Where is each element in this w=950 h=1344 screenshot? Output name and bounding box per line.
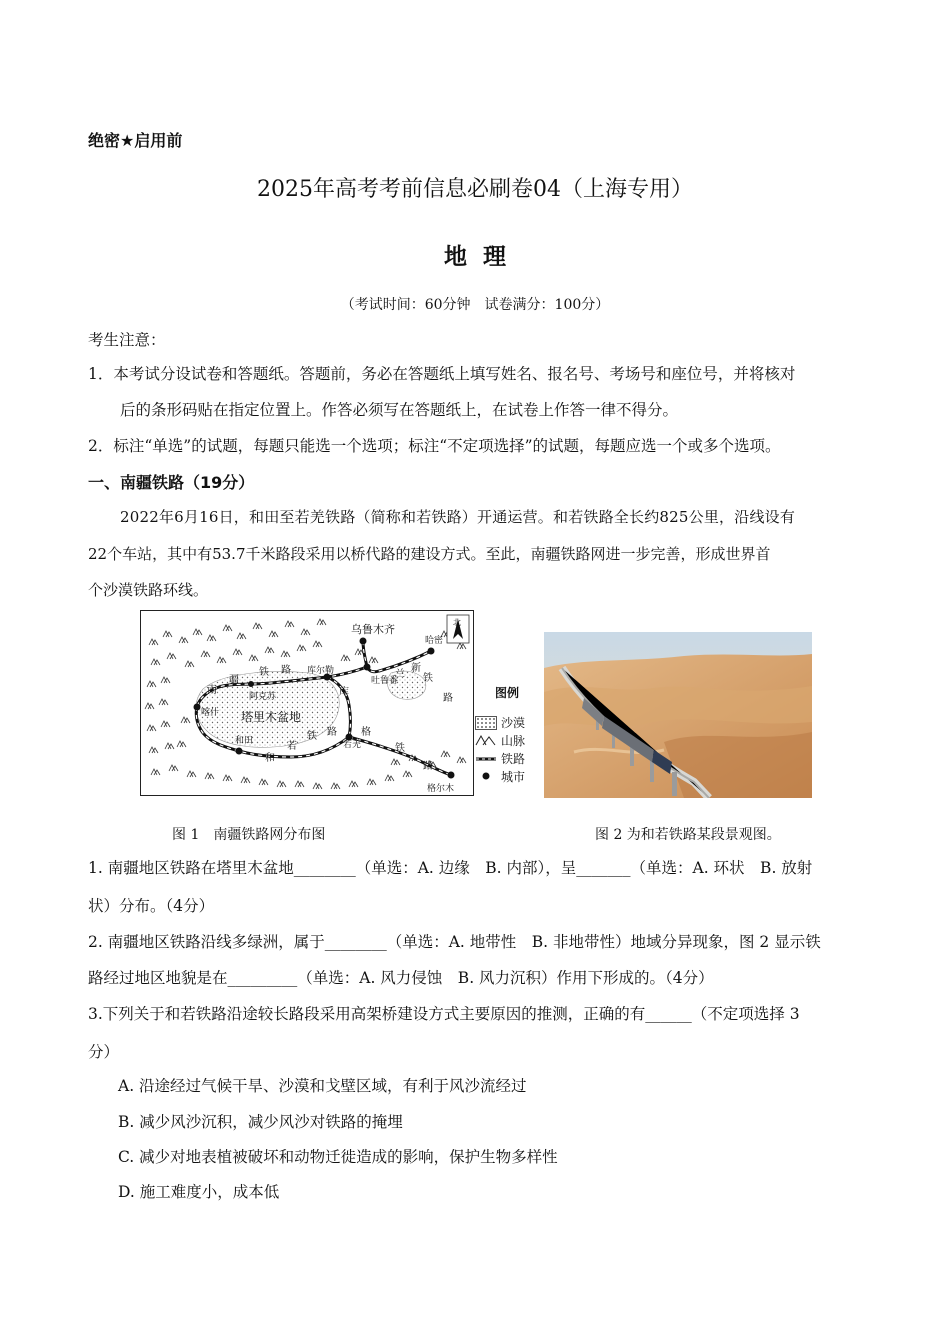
note-2: 2．标注“单选”的试题，每题只能选一个选项；标注“不定项选择”的试题，每题应选一个或多个选项。 xyxy=(88,437,781,455)
rail-char: 若 xyxy=(287,741,297,752)
note-1-line-2: 后的条形码贴在指定位置上。作答必须写在答题纸上，在试卷上作答一律不得分。 xyxy=(120,401,679,419)
legend-city: 城市 xyxy=(501,770,526,784)
legend-railway: 铁路 xyxy=(501,752,526,766)
option-d: D. 施工难度小，成本低 xyxy=(118,1183,280,1201)
rail-char: 铁 xyxy=(395,743,405,754)
rail-char: 路 xyxy=(281,665,291,676)
option-c: C. 减少对地表植被破坏和动物迁徙造成的影响，保护生物多样性 xyxy=(118,1148,558,1166)
desert-swatch xyxy=(475,716,497,730)
city-label: 阿克苏 xyxy=(249,692,277,702)
city-label: 乌鲁木齐 xyxy=(351,623,395,636)
city-label: 和田 xyxy=(235,736,254,746)
question-2-line-2: 路经过地区地貌是在_________（单选：A. 风力侵蚀 B. 风力沉积）作用下形成的。（4分） xyxy=(88,969,714,987)
question-3-line-2: 分） xyxy=(88,1043,120,1061)
note-1-line-1: 1．本考试分设试卷和答题纸。答题前，务必在答题纸上填写姓名、报名号、考场号和座位号，并将核对 xyxy=(88,365,796,383)
rail-char: 疆 xyxy=(229,675,239,686)
question-2-line-1: 2. 南疆地区铁路沿线多绿洲，属于________（单选：A. 地带性 B. 非地带性）地域分异现象，图 2 显示铁 xyxy=(88,933,821,951)
rail-char: 新 xyxy=(411,663,421,674)
question-1-line-1: 1. 南疆地区铁路在塔里木盆地________（单选：A. 边缘 B. 内部），呈_______（单选：A. 环状 B. 放射 xyxy=(88,859,813,877)
rail-char: 南 xyxy=(207,685,217,696)
rail-char: 铁 xyxy=(307,731,317,742)
basin-label: 塔里木盆地 xyxy=(241,710,302,724)
section-heading: 一、南疆铁路（19分） xyxy=(88,473,255,492)
option-a: A. 沿途经过气候干旱、沙漠和戈壁区域，有利于风沙流经过 xyxy=(118,1077,527,1095)
railway-legend-icon xyxy=(475,754,497,764)
north-label: 北 xyxy=(453,618,461,627)
city-label: 格尔木 xyxy=(427,784,455,794)
railway-map-figure xyxy=(140,610,474,796)
rail-char: 路 xyxy=(423,761,433,772)
legend-mountain: 山脉 xyxy=(501,734,526,748)
exam-time-info: （考试时间：60分钟 试卷满分：100分） xyxy=(340,297,610,313)
confidential-label: 绝密★启用前 xyxy=(88,131,183,150)
figure-1-caption: 图 1 南疆铁路网分布图 xyxy=(172,827,326,843)
desert-railway-photo xyxy=(544,632,812,798)
city-label: 吐鲁番 xyxy=(371,676,399,686)
intro-line-1: 2022年6月16日，和田至若羌铁路（简称和若铁路）开通运营。和若铁路全长约825公里，沿线设有 xyxy=(120,508,796,526)
city-label: 喀什 xyxy=(201,708,220,718)
exam-title: 2025年高考考前信息必刷卷04（上海专用） xyxy=(257,177,693,202)
rail-char: 兰 xyxy=(395,669,405,680)
question-3-line-1: 3.下列关于和若铁路沿途较长路段采用高架桥建设方式主要原因的推测，正确的有______（不定项选择 3 xyxy=(88,1005,800,1023)
city-legend-icon xyxy=(481,771,491,781)
rail-char: 格 xyxy=(361,727,371,738)
city-label: 若羌 xyxy=(343,740,362,750)
figure-2-caption: 图 2 为和若铁路某段景观图。 xyxy=(595,827,781,843)
rail-char: 路 xyxy=(443,693,453,704)
rail-char: 铁 xyxy=(423,673,433,684)
rail-char: 铁 xyxy=(259,667,269,678)
mountain-legend-icon xyxy=(475,734,497,746)
rail-char: 路 xyxy=(327,727,337,738)
question-1-line-2: 状）分布。（4分） xyxy=(88,897,215,915)
rail-char: 和 xyxy=(265,753,275,764)
city-label: 库尔勒 xyxy=(307,666,335,676)
subject-title: 地理 xyxy=(444,244,522,270)
rail-char: 库 xyxy=(339,687,349,698)
legend-title: 图例 xyxy=(495,686,520,700)
option-b: B. 减少风沙沉积，减少风沙对铁路的掩埋 xyxy=(118,1113,403,1131)
intro-line-3: 个沙漠铁路环线。 xyxy=(88,581,209,599)
city-label: 哈密 xyxy=(425,636,444,646)
legend-desert: 沙漠 xyxy=(501,716,526,730)
intro-line-2: 22个车站，其中有53.7千米路段采用以桥代路的建设方式。至此，南疆铁路网进一步完善，形成世界首 xyxy=(88,545,771,563)
notes-heading: 考生注意： xyxy=(88,331,166,349)
map-legend xyxy=(473,682,543,792)
